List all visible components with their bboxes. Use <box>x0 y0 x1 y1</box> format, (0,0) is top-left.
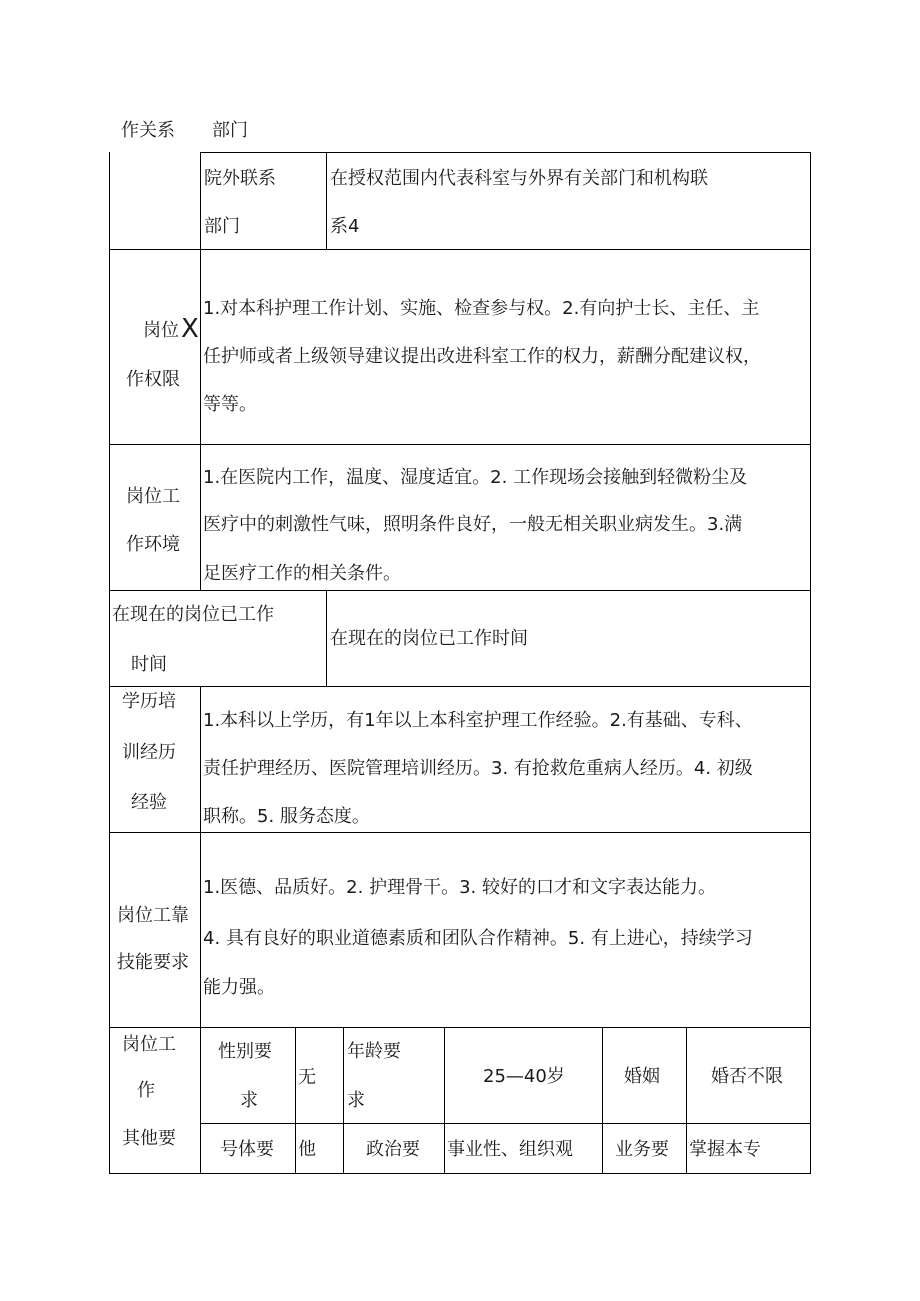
education-text-line1: 1.本科以上学历，有1年以上本科室护理工作经验。2.有基础、专科、 <box>203 710 753 731</box>
age-label-line2: 求 <box>347 1090 365 1111</box>
politics-value: 事业性、组织观 <box>447 1139 573 1160</box>
gender-value: 无 <box>298 1067 316 1088</box>
environment-text-line1: 1.在医院内工作，温度、湿度适宜。2. 工作现场会接触到轻微粉尘及 <box>203 467 748 488</box>
body-value: 他 <box>298 1139 316 1160</box>
top-fragment-right: 部门 <box>212 120 248 141</box>
tenure-label-line2: 时间 <box>131 654 167 675</box>
skills-text-line3: 能力强。 <box>203 977 275 998</box>
authority-label-line1: 岗位 <box>143 320 179 341</box>
row-divider-other-top <box>109 1027 811 1028</box>
row-divider-other-middle <box>200 1123 811 1124</box>
tenure-value: 在现在的岗位已工作时间 <box>330 628 528 649</box>
business-label: 业务要 <box>615 1139 669 1160</box>
environment-text-line2: 医疗中的刺激性气味，照明条件良好，一般无相关职业病发生。3.满 <box>203 514 743 535</box>
skills-col-divider <box>200 832 201 1028</box>
contact-label-left-border <box>200 152 201 250</box>
education-label-line1: 学历培 <box>122 691 176 712</box>
row-divider-contact-top <box>200 152 811 153</box>
other-label-line2: 作 <box>137 1080 155 1101</box>
other-col-divider-1 <box>200 1027 201 1174</box>
gender-label-line2: 求 <box>240 1090 258 1111</box>
other-col-divider-2 <box>295 1027 296 1174</box>
authority-text-line1: 1.对本科护理工作计划、实施、检查参与权。2.有向护士长、主任、主 <box>203 298 760 319</box>
table-bottom-border <box>109 1173 811 1174</box>
politics-label: 政治要 <box>366 1139 420 1160</box>
authority-col-divider <box>200 249 201 445</box>
marriage-value: 婚否不限 <box>711 1066 783 1087</box>
age-value: 25—40岁 <box>483 1066 565 1087</box>
contact-content-line2: 系4 <box>330 216 360 237</box>
skills-label-line2: 技能要求 <box>117 952 189 973</box>
other-label-line1: 岗位工 <box>122 1034 176 1055</box>
other-col-divider-4 <box>444 1027 445 1174</box>
row-divider-authority-top <box>109 249 811 250</box>
authority-label-line2: 作权限 <box>126 369 180 390</box>
row-divider-education-top <box>109 686 811 687</box>
contact-label-line1: 院外联系 <box>204 168 276 189</box>
tenure-col-divider <box>326 590 327 687</box>
skills-text-line2: 4. 具有良好的职业道德素质和团队合作精神。5. 有上进心，持续学习 <box>203 928 753 949</box>
contact-content-line1: 在授权范围内代表科室与外界有关部门和机构联 <box>330 168 708 189</box>
other-col-divider-5 <box>602 1027 603 1174</box>
skills-text-line1: 1.医德、品质好。2. 护理骨干。3. 较好的口才和文字表达能力。 <box>203 877 716 898</box>
other-label-line3: 其他要 <box>122 1128 176 1149</box>
other-col-divider-3 <box>343 1027 344 1174</box>
row-divider-skills-top <box>109 832 811 833</box>
environment-label-line1: 岗位工 <box>126 486 180 507</box>
other-col-divider-6 <box>686 1027 687 1174</box>
tenure-label-line1: 在现在的岗位已工作 <box>112 604 274 625</box>
gender-label-line1: 性别要 <box>218 1041 272 1062</box>
outer-right-border <box>810 152 811 1174</box>
environment-col-divider <box>200 444 201 591</box>
outer-left-border <box>109 152 110 1174</box>
education-text-line3: 职称。5. 服务态度。 <box>203 806 370 827</box>
age-label-line1: 年龄要 <box>347 1041 401 1062</box>
contact-label-line2: 部门 <box>204 216 240 237</box>
authority-text-line2: 任护师或者上级领导建议提出改进科室工作的权力，薪酬分配建议权， <box>203 346 761 367</box>
education-label-line2: 训经历 <box>122 742 176 763</box>
authority-label-mark: X <box>181 314 199 344</box>
education-col-divider <box>200 686 201 833</box>
skills-label-line1: 岗位工靠 <box>117 905 189 926</box>
authority-text-line3: 等等。 <box>203 394 257 415</box>
education-label-line3: 经验 <box>131 792 167 813</box>
environment-label-line2: 作环境 <box>126 534 180 555</box>
top-fragment-left: 作关系 <box>121 120 175 141</box>
business-value: 掌握本专 <box>689 1139 761 1160</box>
contact-content-left-border <box>326 152 327 250</box>
row-divider-environment-top <box>109 444 811 445</box>
education-text-line2: 责任护理经历、医院管理培训经历。3. 有抢救危重病人经历。4. 初级 <box>203 758 753 779</box>
body-label: 号体要 <box>220 1139 274 1160</box>
marriage-label: 婚姻 <box>624 1066 660 1087</box>
row-divider-tenure-top <box>109 590 811 591</box>
environment-text-line3: 足医疗工作的相关条件。 <box>203 563 401 584</box>
